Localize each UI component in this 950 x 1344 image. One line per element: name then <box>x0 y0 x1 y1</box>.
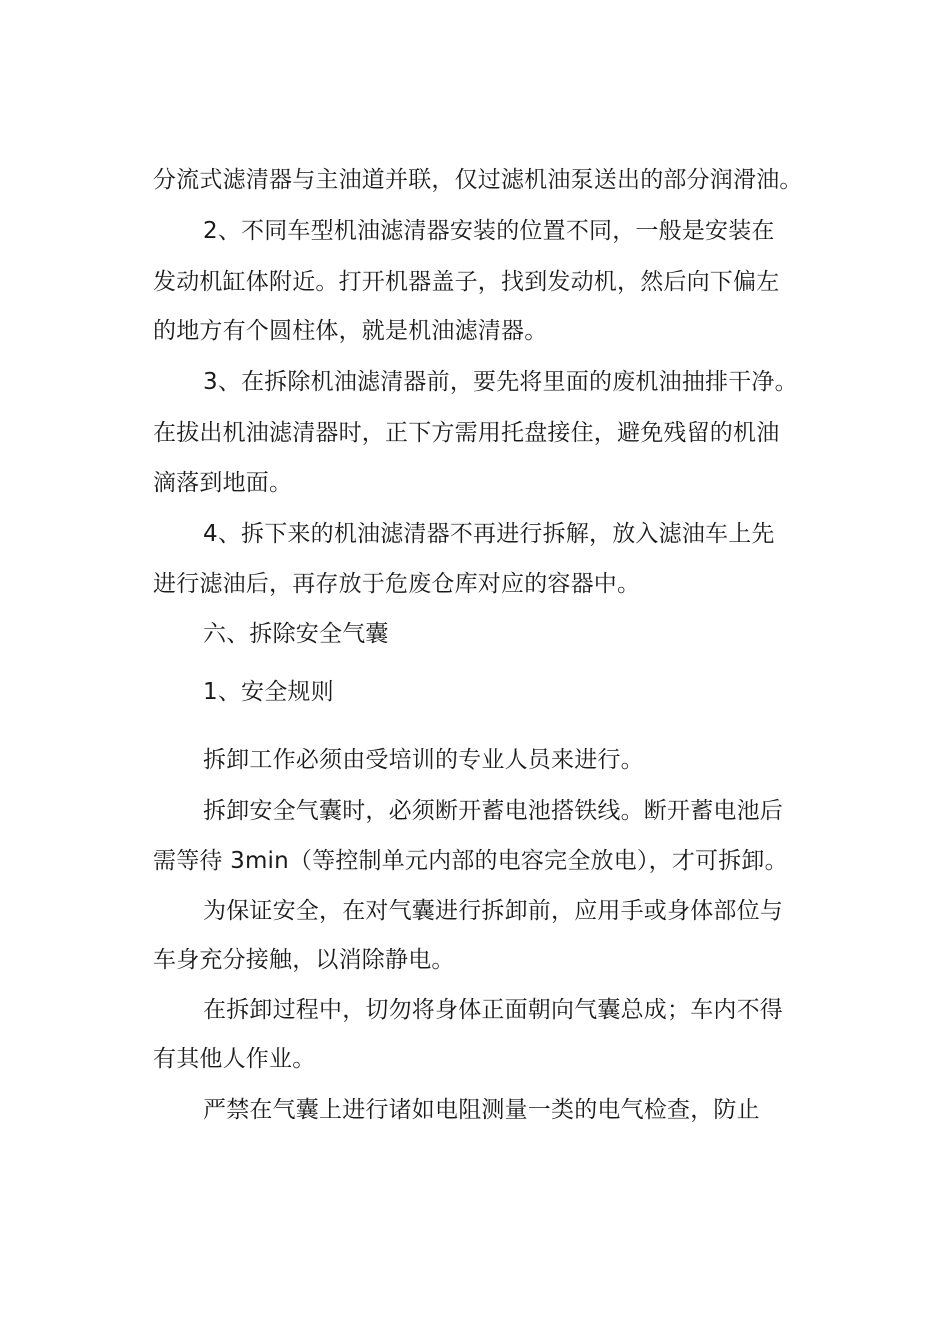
section-heading: 六、拆除安全气囊 <box>203 621 389 647</box>
text-line: 拆卸工作必须由受培训的专业人员来进行。 <box>203 747 644 773</box>
text-line: 为保证安全，在对气囊进行拆卸前，应用手或身体部位与 <box>203 898 783 924</box>
text-line: 在拆卸过程中，切勿将身体正面朝向气囊总成；车内不得 <box>203 997 783 1023</box>
text-line: 滴落到地面。 <box>153 470 293 496</box>
text-line: 在拔出机油滤清器时，正下方需用托盘接住，避免残留的机油 <box>153 420 780 446</box>
text-line: 发动机缸体附近。打开机器盖子，找到发动机，然后向下偏左 <box>153 269 780 295</box>
text-line: 车身充分接触，以消除静电。 <box>153 947 455 973</box>
text-line: 分流式滤清器与主油道并联，仅过滤机油泵送出的部分润滑油。 <box>153 167 803 193</box>
text-line: 的地方有个圆柱体，就是机油滤清器。 <box>153 318 548 344</box>
text-line: 3、在拆除机油滤清器前，要先将里面的废机油抽排干净。 <box>203 369 798 395</box>
subsection-heading: 1、安全规则 <box>203 679 334 705</box>
text-line: 进行滤油后，再存放于危废仓库对应的容器中。 <box>153 571 641 597</box>
text-line: 有其他人作业。 <box>153 1046 316 1072</box>
text-line: 拆卸安全气囊时，必须断开蓄电池搭铁线。断开蓄电池后 <box>203 798 783 824</box>
text-line: 严禁在气囊上进行诸如电阻测量一类的电气检查，防止 <box>203 1097 760 1123</box>
text-line: 2、不同车型机油滤清器安装的位置不同，一般是安装在 <box>203 218 775 244</box>
text-line: 4、拆下来的机油滤清器不再进行拆解，放入滤油车上先 <box>203 521 775 547</box>
text-line: 需等待 3min（等控制单元内部的电容完全放电），才可拆卸。 <box>153 848 788 874</box>
